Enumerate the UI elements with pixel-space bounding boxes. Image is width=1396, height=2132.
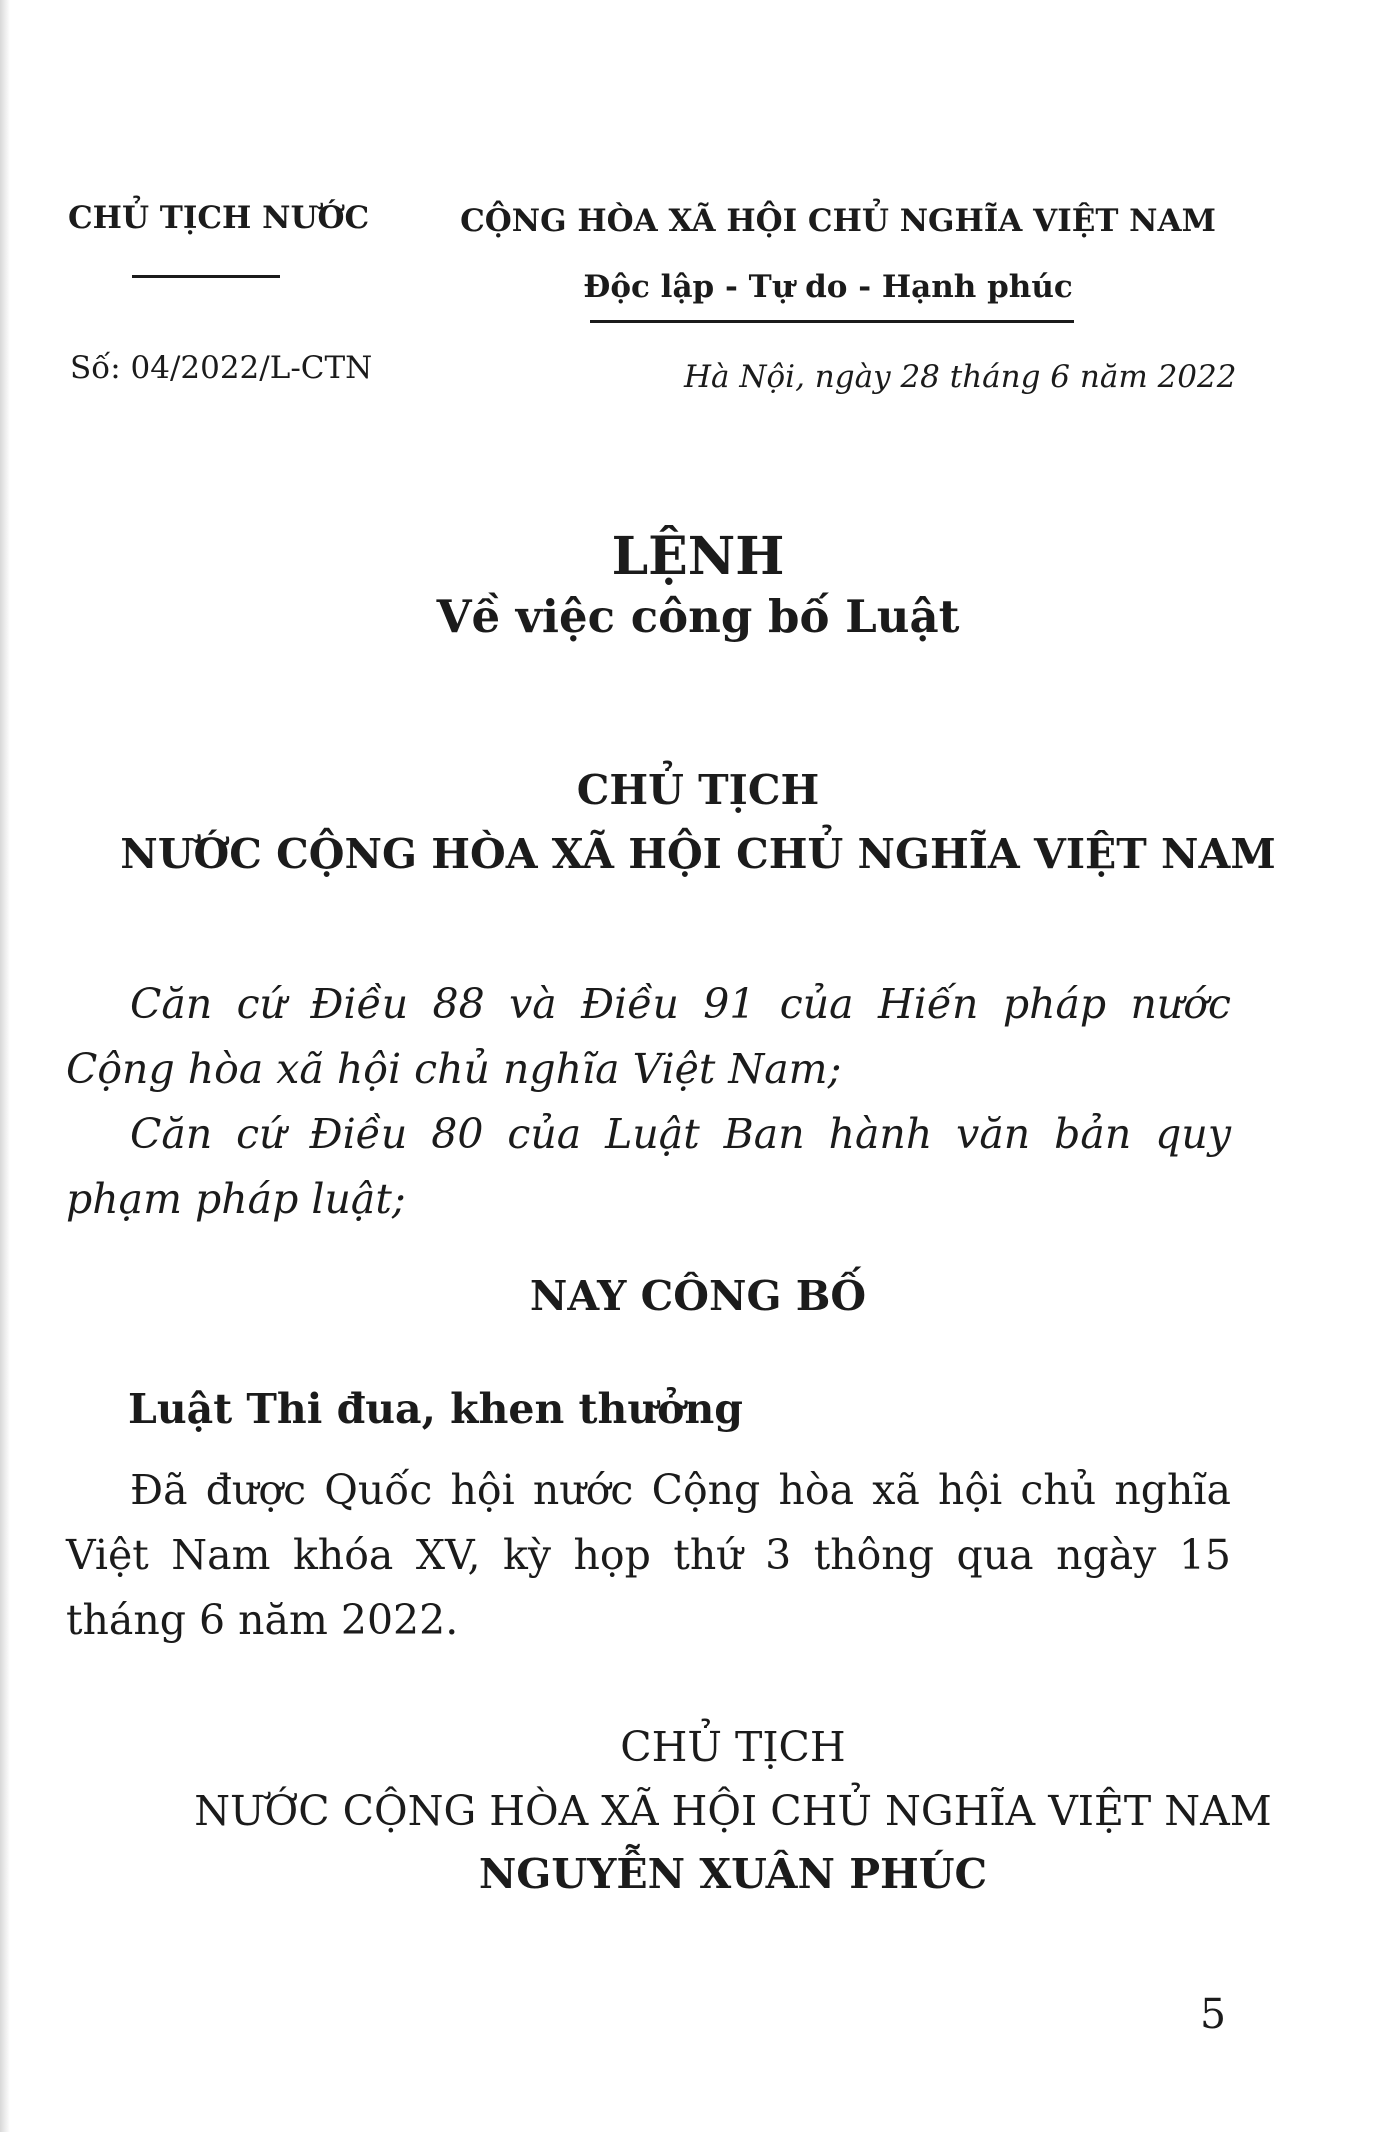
announce-heading: NAY CÔNG BỐ [529,1272,867,1320]
signature-country: NƯỚC CỘNG HÒA XÃ HỘI CHỦ NGHĨA VIỆT NAM [194,1787,1272,1835]
issuing-authority: CHỦ TỊCH NƯỚC [68,200,370,236]
preamble-clause-2: Căn cứ Điều 80 của Luật Ban hành văn bản quy phạm pháp luật; [66,1110,1231,1223]
page-number: 5 [1200,1990,1227,2038]
signer-name: NGUYỄN XUÂN PHÚC [478,1850,988,1898]
authority-underline [132,275,280,278]
passed-text: Đã được Quốc hội nước Cộng hòa xã hội chủ nghĩa Việt Nam khóa XV, kỳ họp thứ 3 thông qua ngày 15 tháng 6 năm 2022. [66,1466,1231,1644]
issuer-country: NƯỚC CỘNG HÒA XÃ HỘI CHỦ NGHĨA VIỆT NAM [120,830,1276,878]
preamble [66,972,1231,1232]
passed-statement [66,1458,1231,1653]
motto-underline [590,320,1074,323]
document-subtitle: Về việc công bố Luật [436,590,960,643]
document-title: LỆNH [611,526,785,587]
signature-title: CHỦ TỊCH [620,1723,846,1771]
issuer-title: CHỦ TỊCH [576,766,820,814]
document-number: Số: 04/2022/L-CTN [70,350,373,386]
preamble-clause-1: Căn cứ Điều 88 và Điều 91 của Hiến pháp nước Cộng hòa xã hội chủ nghĩa Việt Nam; [66,980,1231,1093]
law-name: Luật Thi đua, khen thưởng [128,1385,743,1433]
national-motto: Độc lập - Tự do - Hạnh phúc [583,269,1073,305]
national-title: CỘNG HÒA XÃ HỘI CHỦ NGHĨA VIỆT NAM [460,203,1216,239]
place-and-date: Hà Nội, ngày 28 tháng 6 năm 2022 [684,359,1237,395]
